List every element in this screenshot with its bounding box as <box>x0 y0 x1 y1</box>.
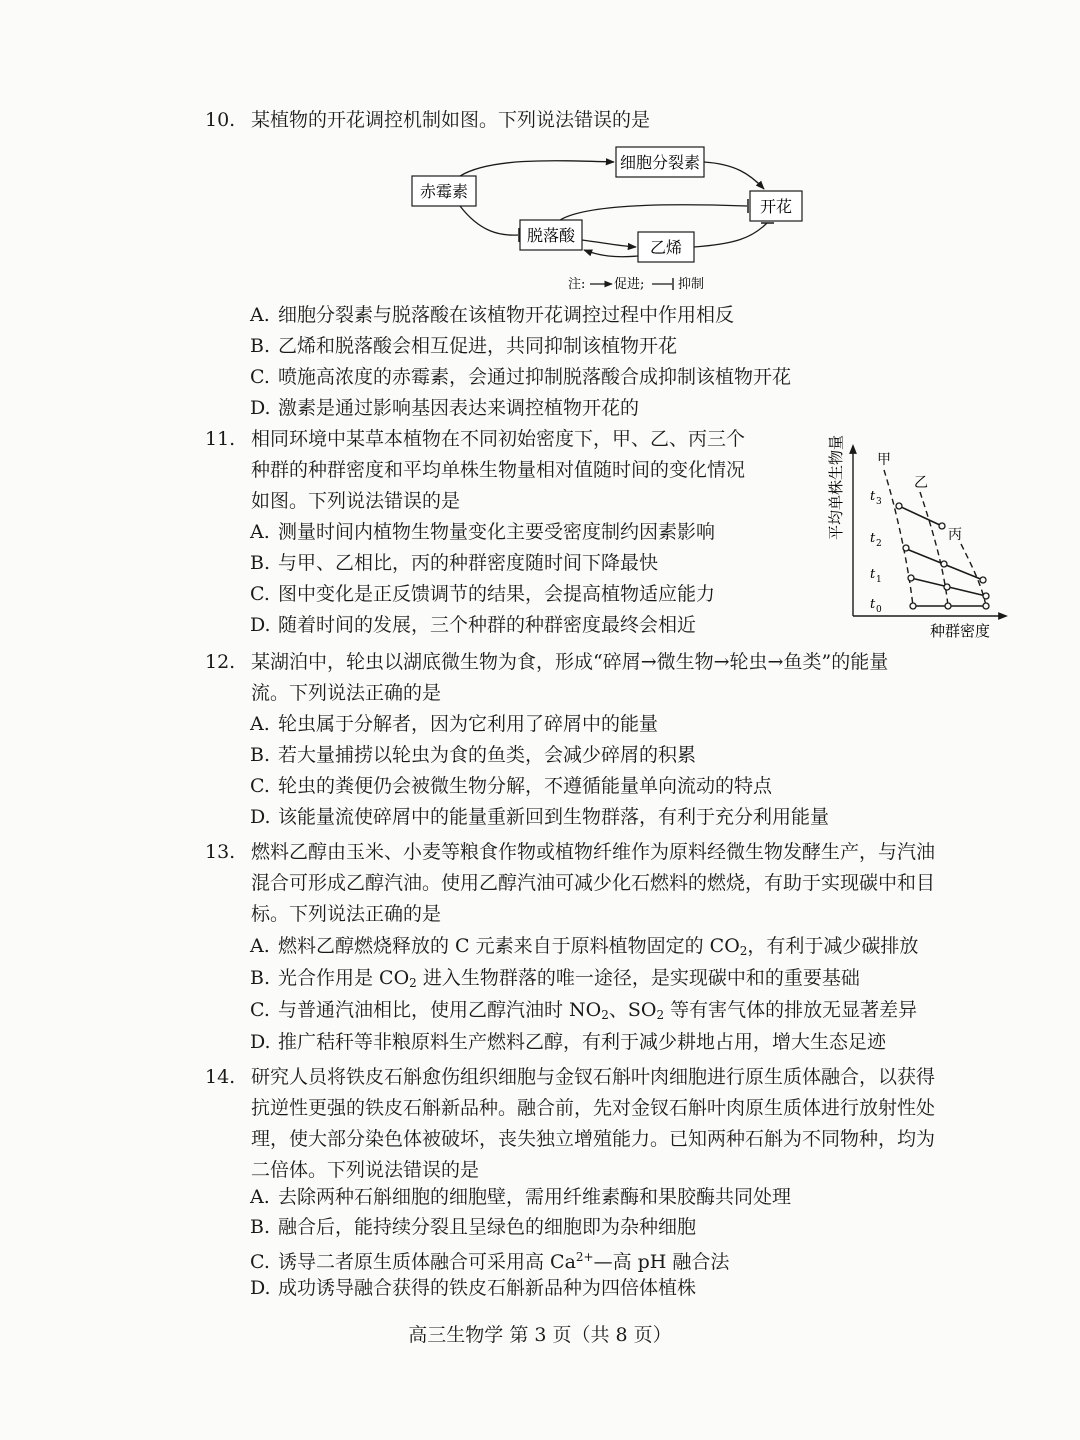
option-14-a: A. 去除两种石斛细胞的细胞壁，需用纤维素酶和果胶酶共同处理 <box>250 1186 792 1208</box>
ethylene-label: 乙烯 <box>649 238 683 257</box>
question-11 <box>205 424 795 517</box>
trajectory-jia <box>884 470 913 606</box>
legend-promote: 促进; <box>614 277 645 292</box>
svg-text:1: 1 <box>876 575 882 585</box>
inhibit-aba-flowering <box>560 205 747 220</box>
point-jia-t0 <box>910 603 916 609</box>
question-14 <box>205 1062 1015 1186</box>
series-label-jia: 甲 <box>877 452 891 468</box>
question-number: 14. <box>205 1066 236 1088</box>
point-jia-t1 <box>908 575 914 581</box>
option-14-c: C. 诱导二者原生质体融合可采用高 $Ca^{2+}—$高 pH 融合法 <box>250 1250 730 1273</box>
gibberellin-label: 赤霉素 <box>419 182 469 201</box>
question-stem: 某植物的开花调控机制如图。下列说法错误的是 <box>251 109 651 131</box>
option-13-a: A. 燃料乙醇燃烧释放的 C 元素来自于原料植物固定的 $CO_2$，有利于减少碳排放 <box>250 935 919 958</box>
svg-text:0: 0 <box>876 605 882 615</box>
series-label-yi: 乙 <box>914 475 928 491</box>
legend-inhibit: 抑制 <box>678 277 705 292</box>
option-13-c: C. 与普通汽油相比，使用乙醇汽油时 $NO_2$、$SO_2$ 等有害气体的排放无显著差异 <box>250 999 918 1022</box>
question-stem: 某湖泊中，轮虫以湖底微生物为食，形成“碎屑→微生物→轮虫→鱼类”的能量 流。下列说法正确的是 <box>251 651 889 704</box>
svg-text:t: t <box>870 567 876 582</box>
option-11-c: C. 图中变化是正反馈调节的结果，会提高植物适应能力 <box>250 583 716 605</box>
question-stem: 研究人员将铁皮石斛愈伤组织细胞与金钗石斛叶肉细胞进行原生质体融合，以获得 抗逆性更强的铁皮石斛新品种。融合前，先对金钗石斛叶肉原生质体进行放射性处 理，使大部分染色体被破坏，丧失独立增殖能力。已知两种石斛为不同物种，均为 二倍体。下列说法错误的是 <box>251 1066 936 1181</box>
svg-text:t: t <box>870 489 876 504</box>
question-stem: 燃料乙醇由玉米、小麦等粮食作物或植物纤维作为原料经微生物发酵生产，与汽油 混合可形成乙醇汽油。使用乙醇汽油可减少化石燃料的燃烧，有助于实现碳中和目 标。下列说法正确的是 <box>251 841 936 925</box>
x-axis-label: 种群密度 <box>930 622 991 640</box>
y-axis-label: 平均单株生物量 <box>827 434 845 540</box>
point-bing-t2 <box>980 577 986 583</box>
point-bing-t1 <box>983 593 989 599</box>
inhibit-gibberellin-aba <box>460 206 518 235</box>
question-number: 13. <box>205 841 236 863</box>
option-11-d: D. 随着时间的发展，三个种群的种群密度最终会相近 <box>250 614 697 636</box>
trajectory-yi <box>920 492 948 606</box>
question-number: 10. <box>205 109 236 131</box>
page-footer: 高三生物学 第 3 页（共 8 页） <box>408 1324 672 1346</box>
question-13 <box>205 837 1015 930</box>
svg-text:t: t <box>870 531 876 546</box>
hormone-regulation-diagram <box>400 140 820 300</box>
density-biomass-chart <box>820 428 1015 640</box>
option-13-b: B. 光合作用是 $CO_2$ 进入生物群落的唯一途径，是实现碳中和的重要基础 <box>250 967 860 990</box>
point-yi-t3 <box>939 523 945 529</box>
option-14-b: B. 融合后，能持续分裂且呈绿色的细胞即为杂种细胞 <box>250 1216 697 1238</box>
aba-label: 脱落酸 <box>526 226 576 245</box>
arrow-cytokinin-flowering <box>704 162 764 189</box>
cytokinin-label: 细胞分裂素 <box>619 153 701 172</box>
question-12 <box>205 647 1015 709</box>
point-jia-t3 <box>896 503 902 509</box>
option-10-c: C. 喷施高浓度的赤霉素，会通过抑制脱落酸合成抑制该植物开花 <box>250 366 792 388</box>
option-14-d: D. 成功诱导融合获得的铁皮石斛新品种为四倍体植株 <box>250 1277 697 1299</box>
point-yi-t1 <box>944 584 950 590</box>
arrow-gibberellin-cytokinin <box>460 161 614 176</box>
option-11-b: B. 与甲、乙相比，丙的种群密度随时间下降最快 <box>250 552 659 574</box>
trajectory-bing <box>961 544 986 606</box>
option-12-b: B. 若大量捕捞以轮虫为食的鱼类，会减少碎屑的积累 <box>250 744 697 766</box>
question-number: 12. <box>205 651 236 673</box>
option-12-d: D. 该能量流使碎屑中的能量重新回到生物群落，有利于充分利用能量 <box>250 806 830 828</box>
point-bing-t0 <box>983 603 989 609</box>
option-12-a: A. 轮虫属于分解者，因为它利用了碎屑中的能量 <box>250 713 659 735</box>
arrow-aba-ethylene <box>582 240 636 247</box>
svg-text:2: 2 <box>876 539 882 549</box>
time-label-t3 <box>870 489 882 507</box>
option-10-d: D. 激素是通过影响基因表达来调控植物开花的 <box>250 397 640 419</box>
arrow-ethylene-aba <box>584 250 638 257</box>
question-10 <box>205 105 1015 136</box>
flowering-label: 开花 <box>759 197 793 216</box>
series-label-bing: 丙 <box>948 527 962 543</box>
point-yi-t0 <box>945 603 951 609</box>
t3-line <box>899 506 942 526</box>
inhibit-ethylene-flowering <box>694 223 767 247</box>
point-jia-t2 <box>903 545 909 551</box>
option-10-a: A. 细胞分裂素与脱落酸在该植物开花调控过程中作用相反 <box>250 304 735 326</box>
time-label-t1 <box>870 567 882 585</box>
point-yi-t2 <box>941 561 947 567</box>
time-label-t0 <box>870 597 882 615</box>
option-12-c: C. 轮虫的粪便仍会被微生物分解，不遵循能量单向流动的特点 <box>250 775 773 797</box>
time-label-t2 <box>870 531 882 549</box>
question-number: 11. <box>205 428 236 450</box>
svg-text:3: 3 <box>876 497 882 507</box>
option-10-b: B. 乙烯和脱落酸会相互促进，共同抑制该植物开花 <box>250 335 678 357</box>
svg-text:t: t <box>870 597 876 612</box>
question-stem: 相同环境中某草本植物在不同初始密度下，甲、乙、丙三个 种群的种群密度和平均单株生物量相对值随时间的变化情况 如图。下列说法错误的是 <box>251 428 746 512</box>
option-11-a: A. 测量时间内植物生物量变化主要受密度制约因素影响 <box>250 521 716 543</box>
option-13-d: D. 推广秸秆等非粮原料生产燃料乙醇，有利于减少耕地占用，增大生态足迹 <box>250 1031 887 1053</box>
legend-prefix: 注: <box>568 277 586 292</box>
